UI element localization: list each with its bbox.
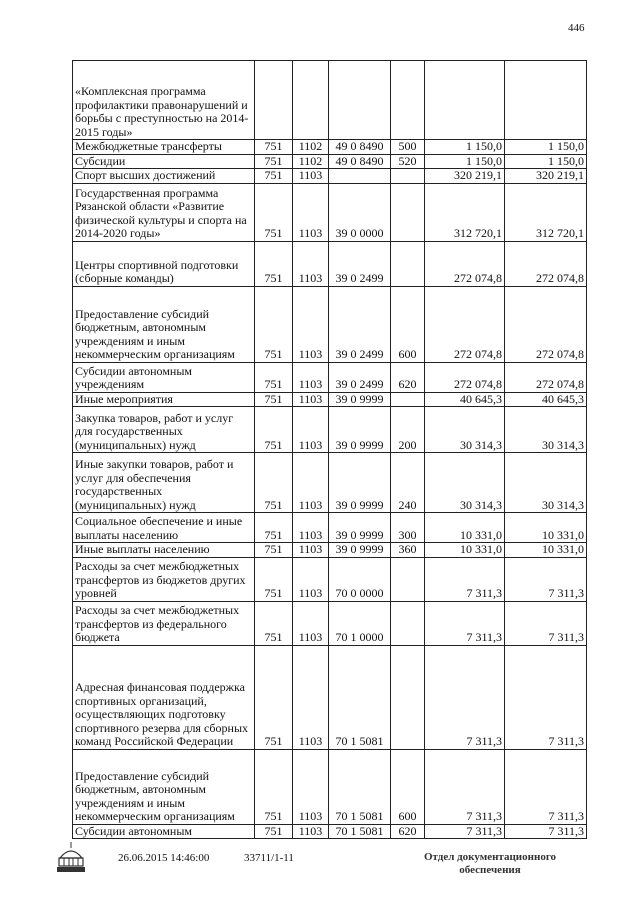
cell-name: Субсидии [73, 154, 255, 169]
cell-ved: 751 [255, 183, 293, 241]
table-row [73, 392, 587, 407]
cell-target-article: 39 0 9999 [329, 453, 391, 513]
cell-section: 1103 [293, 407, 329, 453]
cell-name: Государственная программа Рязанской области «Развитие физической культуры и спорта на 2014-2020 годы» [73, 183, 255, 241]
table-row [73, 241, 587, 286]
cell-sum-executed: 272 074,8 [505, 286, 587, 362]
footer-department-line1: Отдел документационного [423, 851, 557, 863]
cell-name: Предоставление субсидий бюджетным, автономным учреждениям и иным некоммерческим организациям [73, 749, 255, 824]
table-row [73, 183, 587, 241]
cell-target-article: 70 1 0000 [329, 601, 391, 645]
cell-name: Субсидии автономным [73, 824, 255, 839]
cell-section: 1103 [293, 557, 329, 601]
cell-sum-executed [505, 61, 587, 140]
table-row [73, 601, 587, 645]
cell-ved: 751 [255, 362, 293, 392]
cell-target-article: 39 0 9999 [329, 543, 391, 558]
cell-ved: 751 [255, 241, 293, 286]
cell-ved: 751 [255, 557, 293, 601]
cell-sum-executed: 10 331,0 [505, 543, 587, 558]
cell-name: Предоставление субсидий бюджетным, автономным учреждениям и иным некоммерческим организациям [73, 286, 255, 362]
cell-sum-executed: 7 311,3 [505, 824, 587, 839]
cell-ved: 751 [255, 392, 293, 407]
cell-expense-type [391, 601, 425, 645]
cell-section: 1103 [293, 824, 329, 839]
cell-ved: 751 [255, 601, 293, 645]
cell-name: Иные выплаты населению [73, 543, 255, 558]
cell-sum-executed: 7 311,3 [505, 601, 587, 645]
cell-sum-executed: 7 311,3 [505, 645, 587, 749]
cell-section: 1103 [293, 645, 329, 749]
cell-sum-executed: 312 720,1 [505, 183, 587, 241]
cell-target-article: 39 0 2499 [329, 362, 391, 392]
cell-section: 1102 [293, 154, 329, 169]
table-row [73, 61, 587, 140]
cell-target-article: 70 1 5081 [329, 645, 391, 749]
cell-section: 1103 [293, 513, 329, 543]
cell-ved: 751 [255, 286, 293, 362]
table-row [73, 140, 587, 155]
footer-department [415, 851, 565, 877]
cell-expense-type: 360 [391, 543, 425, 558]
cell-ved: 751 [255, 407, 293, 453]
cell-name: Субсидии автономным учреждениям [73, 362, 255, 392]
cell-name: Социальное обеспечение и иные выплаты населению [73, 513, 255, 543]
cell-target-article: 70 1 5081 [329, 749, 391, 824]
cell-expense-type: 520 [391, 154, 425, 169]
cell-section: 1103 [293, 241, 329, 286]
cell-sum-approved: 7 311,3 [425, 645, 505, 749]
cell-ved: 751 [255, 749, 293, 824]
cell-target-article: 70 1 5081 [329, 824, 391, 839]
cell-sum-approved: 272 074,8 [425, 286, 505, 362]
cell-expense-type [391, 61, 425, 140]
table-row [73, 513, 587, 543]
cell-name: «Комплексная программа профилактики правонарушений и борьбы с преступностью на 2014-2015 годы» [73, 61, 255, 140]
cell-target-article: 39 0 9999 [329, 407, 391, 453]
footer-department-line2: обеспечения [459, 864, 521, 876]
cell-expense-type [391, 241, 425, 286]
cell-ved: 751 [255, 140, 293, 155]
cell-sum-approved: 7 311,3 [425, 749, 505, 824]
cell-section: 1103 [293, 543, 329, 558]
cell-section: 1103 [293, 169, 329, 184]
cell-section: 1103 [293, 453, 329, 513]
cell-sum-executed: 7 311,3 [505, 749, 587, 824]
table-row [73, 543, 587, 558]
table-row [73, 824, 587, 839]
cell-ved: 751 [255, 543, 293, 558]
table-row [73, 362, 587, 392]
cell-name: Иные закупки товаров, работ и услуг для обеспечения государственных (муниципальных) нужд [73, 453, 255, 513]
cell-sum-executed: 30 314,3 [505, 453, 587, 513]
cell-section: 1103 [293, 392, 329, 407]
cell-expense-type: 240 [391, 453, 425, 513]
cell-sum-approved: 10 331,0 [425, 543, 505, 558]
cell-ved: 751 [255, 453, 293, 513]
cell-ved: 751 [255, 645, 293, 749]
cell-expense-type: 500 [391, 140, 425, 155]
cell-name: Спорт высших достижений [73, 169, 255, 184]
cell-name: Расходы за счет межбюджетных трансфертов из бюджетов других уровней [73, 557, 255, 601]
cell-section: 1103 [293, 601, 329, 645]
cell-target-article [329, 61, 391, 140]
cell-target-article: 39 0 0000 [329, 183, 391, 241]
cell-ved: 751 [255, 154, 293, 169]
cell-sum-approved: 312 720,1 [425, 183, 505, 241]
cell-sum-executed: 272 074,8 [505, 362, 587, 392]
cell-section: 1103 [293, 749, 329, 824]
cell-sum-executed: 272 074,8 [505, 241, 587, 286]
table-row [73, 453, 587, 513]
cell-sum-approved: 1 150,0 [425, 154, 505, 169]
table-row [73, 169, 587, 184]
cell-section [293, 61, 329, 140]
cell-expense-type [391, 645, 425, 749]
cell-sum-approved: 40 645,3 [425, 392, 505, 407]
table-row [73, 557, 587, 601]
cell-ved: 751 [255, 513, 293, 543]
cell-name: Адресная финансовая поддержка спортивных организаций, осуществляющих подготовку спортивного резерва для сборных команд Российской Федерации [73, 645, 255, 749]
cell-sum-approved: 10 331,0 [425, 513, 505, 543]
cell-sum-approved: 7 311,3 [425, 824, 505, 839]
cell-ved: 751 [255, 824, 293, 839]
cell-name: Закупка товаров, работ и услуг для государственных (муниципальных) нужд [73, 407, 255, 453]
cell-target-article: 49 0 8490 [329, 140, 391, 155]
cell-expense-type: 620 [391, 824, 425, 839]
page-number: 446 [568, 22, 585, 34]
table-row [73, 286, 587, 362]
cell-expense-type [391, 169, 425, 184]
cell-expense-type [391, 557, 425, 601]
cell-sum-approved: 7 311,3 [425, 557, 505, 601]
cell-name: Расходы за счет межбюджетных трансфертов из федерального бюджета [73, 601, 255, 645]
cell-sum-approved: 272 074,8 [425, 362, 505, 392]
cell-target-article: 39 0 9999 [329, 392, 391, 407]
cell-expense-type: 600 [391, 749, 425, 824]
footer-datetime: 26.06.2015 14:46:00 [118, 852, 210, 864]
cell-sum-approved: 272 074,8 [425, 241, 505, 286]
cell-sum-executed: 1 150,0 [505, 140, 587, 155]
cell-ved [255, 61, 293, 140]
duma-logo-icon [56, 840, 86, 874]
cell-section: 1103 [293, 183, 329, 241]
cell-sum-approved: 1 150,0 [425, 140, 505, 155]
cell-target-article: 49 0 8490 [329, 154, 391, 169]
table-row [73, 407, 587, 453]
cell-sum-approved: 320 219,1 [425, 169, 505, 184]
cell-sum-executed: 320 219,1 [505, 169, 587, 184]
cell-name: Центры спортивной подготовки (сборные команды) [73, 241, 255, 286]
cell-section: 1102 [293, 140, 329, 155]
table-row [73, 749, 587, 824]
cell-sum-executed: 40 645,3 [505, 392, 587, 407]
table-row [73, 645, 587, 749]
cell-sum-approved: 7 311,3 [425, 601, 505, 645]
cell-sum-executed: 7 311,3 [505, 557, 587, 601]
cell-expense-type [391, 392, 425, 407]
cell-sum-executed: 1 150,0 [505, 154, 587, 169]
cell-section: 1103 [293, 286, 329, 362]
cell-section: 1103 [293, 362, 329, 392]
cell-expense-type: 620 [391, 362, 425, 392]
cell-target-article: 39 0 2499 [329, 286, 391, 362]
cell-target-article [329, 169, 391, 184]
cell-sum-executed: 10 331,0 [505, 513, 587, 543]
table-row [73, 154, 587, 169]
cell-expense-type [391, 183, 425, 241]
cell-target-article: 70 0 0000 [329, 557, 391, 601]
cell-target-article: 39 0 9999 [329, 513, 391, 543]
footer-doc-number: 33711/1-11 [244, 852, 294, 864]
budget-table [72, 60, 587, 839]
cell-expense-type: 600 [391, 286, 425, 362]
cell-expense-type: 300 [391, 513, 425, 543]
cell-sum-approved: 30 314,3 [425, 453, 505, 513]
cell-name: Иные мероприятия [73, 392, 255, 407]
cell-sum-approved [425, 61, 505, 140]
cell-name: Межбюджетные трансферты [73, 140, 255, 155]
cell-sum-approved: 30 314,3 [425, 407, 505, 453]
cell-target-article: 39 0 2499 [329, 241, 391, 286]
cell-ved: 751 [255, 169, 293, 184]
cell-sum-executed: 30 314,3 [505, 407, 587, 453]
cell-expense-type: 200 [391, 407, 425, 453]
